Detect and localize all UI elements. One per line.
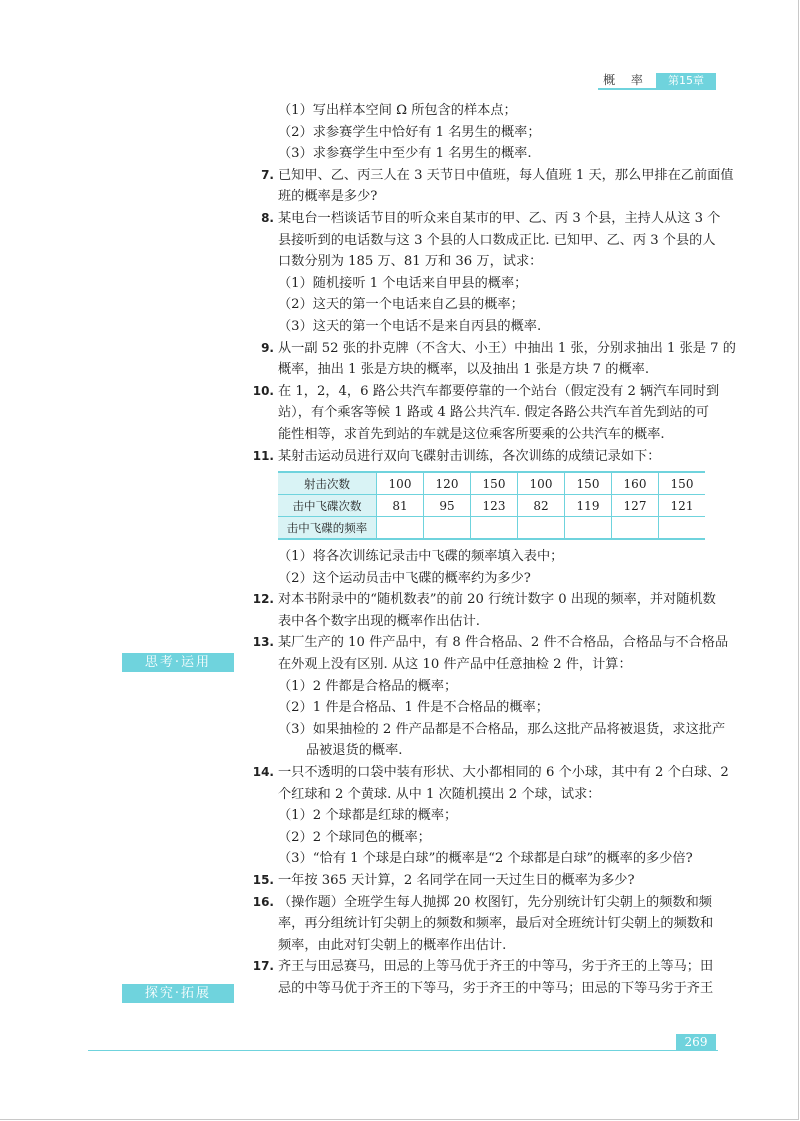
exercise-8 <box>252 208 720 338</box>
section-label-explore-extend: 探究·拓展 <box>122 984 234 1003</box>
sub-question: （2）这天的第一个电话来自乙县的概率； <box>278 297 524 313</box>
question-text: 某厂生产的 10 件产品中，有 8 件合格品、2 件不合格品，合格品与不合格品 <box>278 635 729 651</box>
exercise-16 <box>252 892 720 957</box>
chapter-badge: 第15章 <box>656 73 716 88</box>
empty-cell <box>471 517 518 540</box>
exercise-6-subitems <box>252 100 720 165</box>
row-header: 击中飞碟的频率 <box>278 517 377 540</box>
empty-cell <box>424 517 471 540</box>
question-text: 能性相等，求首先到站的车就是这位乘客所要乘的公共汽车的概率. <box>278 426 665 442</box>
page-number: 269 <box>676 1034 716 1050</box>
question-text: 某电台一档谈话节目的听众来自某市的甲、乙、丙 3 个县，主持人从这 3 个 <box>278 210 721 226</box>
question-text: 齐王与田忌赛马，田忌的上等马优于齐王的中等马，劣于齐王的上等马；田 <box>278 959 714 975</box>
table-cell: 81 <box>377 495 424 517</box>
question-text: 口数分别为 185 万、81 万和 36 万，试求： <box>278 254 543 270</box>
section-label-think-apply: 思考·运用 <box>122 653 234 672</box>
exercise-15 <box>252 870 720 892</box>
sub-question: （1）写出样本空间 Ω 所包含的样本点； <box>278 103 517 118</box>
question-text: 一只不透明的口袋中装有形状、大小都相同的 6 个小球，其中有 2 个白球、2 <box>278 765 729 781</box>
sub-question-continued: 品被退货的概率. <box>306 743 403 759</box>
sub-question: （3）求参赛学生中至少有 1 名男生的概率. <box>278 146 532 162</box>
exercise-14 <box>252 762 729 870</box>
footer-rule <box>88 1050 718 1051</box>
exercise-7 <box>252 165 734 208</box>
exercise-number: 7. <box>261 167 274 182</box>
empty-cell <box>377 517 424 540</box>
exercise-12 <box>252 589 720 632</box>
exercise-9 <box>252 338 736 381</box>
table-cell: 150 <box>471 472 518 495</box>
table-cell: 82 <box>518 495 565 517</box>
sub-question: （2）求参赛学生中恰好有 1 名男生的概率； <box>278 124 541 140</box>
sub-question: （3）这天的第一个电话不是来自丙县的概率. <box>278 318 542 334</box>
exercise-list <box>252 100 736 1000</box>
exercise-number: 16. <box>252 894 274 909</box>
question-text: 在 1，2，4，6 路公共汽车都要停靠的一个站台（假定没有 2 辆汽车同时到 <box>278 383 720 399</box>
table-cell: 100 <box>518 472 565 495</box>
table-cell: 119 <box>565 495 612 517</box>
sub-question: （1）2 件都是合格品的概率； <box>278 678 458 694</box>
question-text: 站），有个乘客等候 1 路或 4 路公共汽车. 假定各路公共汽车首先到站的可 <box>278 405 709 421</box>
exercise-number: 8. <box>261 210 274 225</box>
question-text: 频率，由此对钉尖朝上的概率作出估计. <box>278 937 507 953</box>
table-cell: 120 <box>424 472 471 495</box>
exercise-number: 12. <box>252 592 274 607</box>
table-cell: 121 <box>659 495 706 517</box>
sub-question: （1）将各次训练记录击中飞碟的频率填入表中； <box>278 549 564 565</box>
question-text: 个红球和 2 个黄球. 从中 1 次随机摸出 2 个球，试求： <box>278 786 601 802</box>
sub-question: （2）1 件是合格品、1 件是不合格品的概率； <box>278 700 549 716</box>
sub-question: （3）“恰有 1 个球是白球”的概率是“2 个球都是白球”的概率的多少倍? <box>278 851 693 867</box>
question-text: 一年按 365 天计算，2 名同学在同一天过生日的概率为多少? <box>278 873 635 888</box>
table-cell: 95 <box>424 495 471 517</box>
sub-question: （3）如果抽检的 2 件产品都是不合格品，那么这批产品将被退货，求这批产 <box>278 721 726 737</box>
empty-cell <box>612 517 659 540</box>
table-cell: 127 <box>612 495 659 517</box>
empty-cell <box>659 517 706 540</box>
table-cell: 100 <box>377 472 424 495</box>
exercise-number: 13. <box>252 635 274 650</box>
table-row <box>278 495 705 517</box>
question-text: 已知甲、乙、丙三人在 3 天节日中值班，每人值班 1 天，那么甲排在乙前面值 <box>278 167 734 183</box>
shooting-record-table <box>278 471 705 540</box>
table-row <box>278 517 705 540</box>
table-cell: 160 <box>612 472 659 495</box>
row-header: 射击次数 <box>278 472 377 495</box>
sub-question: （1）2 个球都是红球的概率； <box>278 808 458 824</box>
question-text: 概率，抽出 1 张是方块的概率，以及抽出 1 张是方块 7 的概率. <box>278 362 650 378</box>
question-text: 忌的中等马优于齐王的下等马，劣于齐王的中等马；田忌的下等马劣于齐王 <box>278 980 714 996</box>
table-row <box>278 472 705 495</box>
empty-cell <box>565 517 612 540</box>
exercise-number: 10. <box>252 383 274 398</box>
question-text: 县接听到的电话数与这 3 个县的人口数成正比. 已知甲、乙、丙 3 个县的人 <box>278 232 716 248</box>
exercise-number: 17. <box>252 959 274 974</box>
exercise-number: 9. <box>261 340 274 355</box>
header-rule <box>598 88 716 90</box>
table-cell: 150 <box>659 472 706 495</box>
question-text: 某射击运动员进行双向飞碟射击训练，各次训练的成绩记录如下： <box>278 448 661 464</box>
exercise-number: 15. <box>252 873 274 887</box>
table-cell: 123 <box>471 495 518 517</box>
question-text: 在外观上没有区别. 从这 10 件产品中任意抽检 2 件，计算： <box>278 657 632 673</box>
sub-question: （1）随机接听 1 个电话来自甲县的概率； <box>278 275 528 291</box>
exercise-10 <box>252 381 720 446</box>
exercise-number: 14. <box>252 765 274 780</box>
question-text: 从一副 52 张的扑克牌（不含大、小王）中抽出 1 张，分别求抽出 1 张是 7 的 <box>278 340 736 356</box>
table-cell: 150 <box>565 472 612 495</box>
question-text: 表中各个数字出现的概率作出估计. <box>278 613 481 629</box>
exercise-number: 11. <box>252 448 274 463</box>
empty-cell <box>518 517 565 540</box>
running-header-title: 概 率 <box>603 73 649 87</box>
sub-question: （2）这个运动员击中飞碟的概率约为多少? <box>278 570 531 586</box>
question-text: 班的概率是多少? <box>278 189 378 205</box>
question-text: 率，再分组统计钉尖朝上的频数和频率，最后对全班统计钉尖朝上的频数和 <box>278 916 714 932</box>
exercise-13 <box>252 632 729 762</box>
question-text: （操作题）全班学生每人抛掷 20 枚图钉，先分别统计钉尖朝上的频数和频 <box>278 894 712 910</box>
exercise-11 <box>252 446 720 590</box>
row-header: 击中飞碟次数 <box>278 495 377 517</box>
question-text: 对本书附录中的“随机数表”的前 20 行统计数字 0 出现的频率，并对随机数 <box>278 592 716 608</box>
sub-question: （2）2 个球同色的概率； <box>278 829 431 845</box>
exercise-17 <box>252 956 720 999</box>
